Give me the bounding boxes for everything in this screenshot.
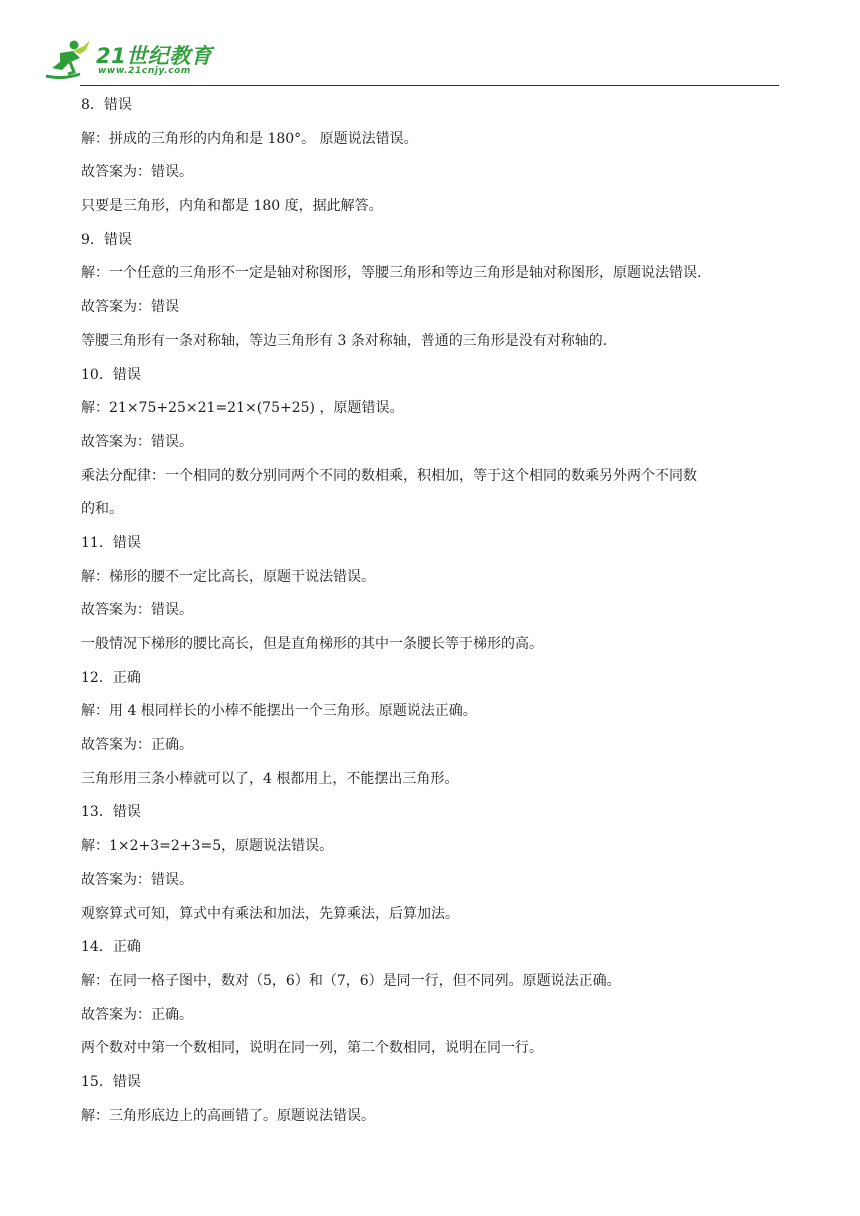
answer-heading: 15．错误	[81, 1073, 141, 1090]
explanation-line: 一般情况下梯形的腰比高长，但是直角梯形的其中一条腰长等于梯形的高。	[81, 636, 543, 652]
document-body	[81, 89, 781, 1133]
answer-line: 故答案为：错误。	[81, 164, 193, 181]
answer-line: 故答案为：正确。	[81, 1006, 193, 1023]
header-divider	[80, 85, 779, 86]
logo	[40, 36, 240, 82]
solution-line: 解：1×2+3=2+3=5，原题说法错误。	[81, 838, 334, 855]
answer-heading: 8．错误	[81, 97, 132, 113]
page-header	[0, 0, 860, 90]
answer-line: 故答案为：正确。	[81, 737, 193, 754]
solution-line: 解：梯形的腰不一定比高长，原题干说法错误。	[81, 568, 375, 585]
answer-heading: 13．错误	[81, 804, 141, 821]
answer-line: 故答案为：错误	[81, 299, 179, 316]
explanation-line: 等腰三角形有一条对称轴，等边三角形有 3 条对称轴，普通的三角形是没有对称轴的.	[81, 332, 608, 349]
explanation-line: 的和。	[81, 501, 123, 518]
solution-line: 解：在同一格子图中，数对（5，6）和（7，6）是同一行，但不同列。原题说法正确。	[81, 972, 621, 989]
answer-heading: 11．错误	[81, 534, 141, 551]
solution-line: 解：拼成的三角形的内角和是 180°。 原题说法错误。	[81, 130, 418, 147]
answer-line: 故答案为：错误。	[81, 433, 193, 450]
logo-url: www.21cnjy.com	[98, 66, 191, 76]
explanation-line: 观察算式可知，算式中有乘法和加法，先算乘法，后算加法。	[81, 905, 459, 922]
answer-heading: 9．错误	[81, 231, 132, 248]
explanation-line: 三角形用三条小棒就可以了，4 根都用上，不能摆出三角形。	[81, 770, 459, 787]
answer-line: 故答案为：错误。	[81, 871, 193, 888]
explanation-line: 乘法分配律：一个相同的数分别同两个不同的数相乘，积相加，等于这个相同的数乘另外两个不同数	[81, 467, 697, 484]
explanation-line: 只要是三角形，内角和都是 180 度，据此解答。	[81, 198, 383, 215]
answer-line: 故答案为：错误。	[81, 602, 193, 619]
answer-heading: 12．正确	[81, 669, 141, 686]
solution-line: 解：一个任意的三角形不一定是轴对称图形，等腰三角形和等边三角形是轴对称图形，原题说法错误.	[81, 265, 702, 282]
solution-line: 解：21×75+25×21=21×(75+25) ，原题错误。	[81, 400, 404, 417]
answer-heading: 10．错误	[81, 366, 141, 383]
explanation-line: 两个数对中第一个数相同，说明在同一列，第二个数相同，说明在同一行。	[81, 1040, 543, 1057]
solution-line: 解：三角形底边上的高画错了。原题说法错误。	[81, 1107, 375, 1124]
logo-text: 21世纪教育	[96, 44, 213, 68]
answer-heading: 14．正确	[81, 939, 141, 956]
solution-line: 解：用 4 根同样长的小棒不能摆出一个三角形。原题说法正确。	[81, 703, 477, 720]
runner-icon	[40, 36, 100, 82]
